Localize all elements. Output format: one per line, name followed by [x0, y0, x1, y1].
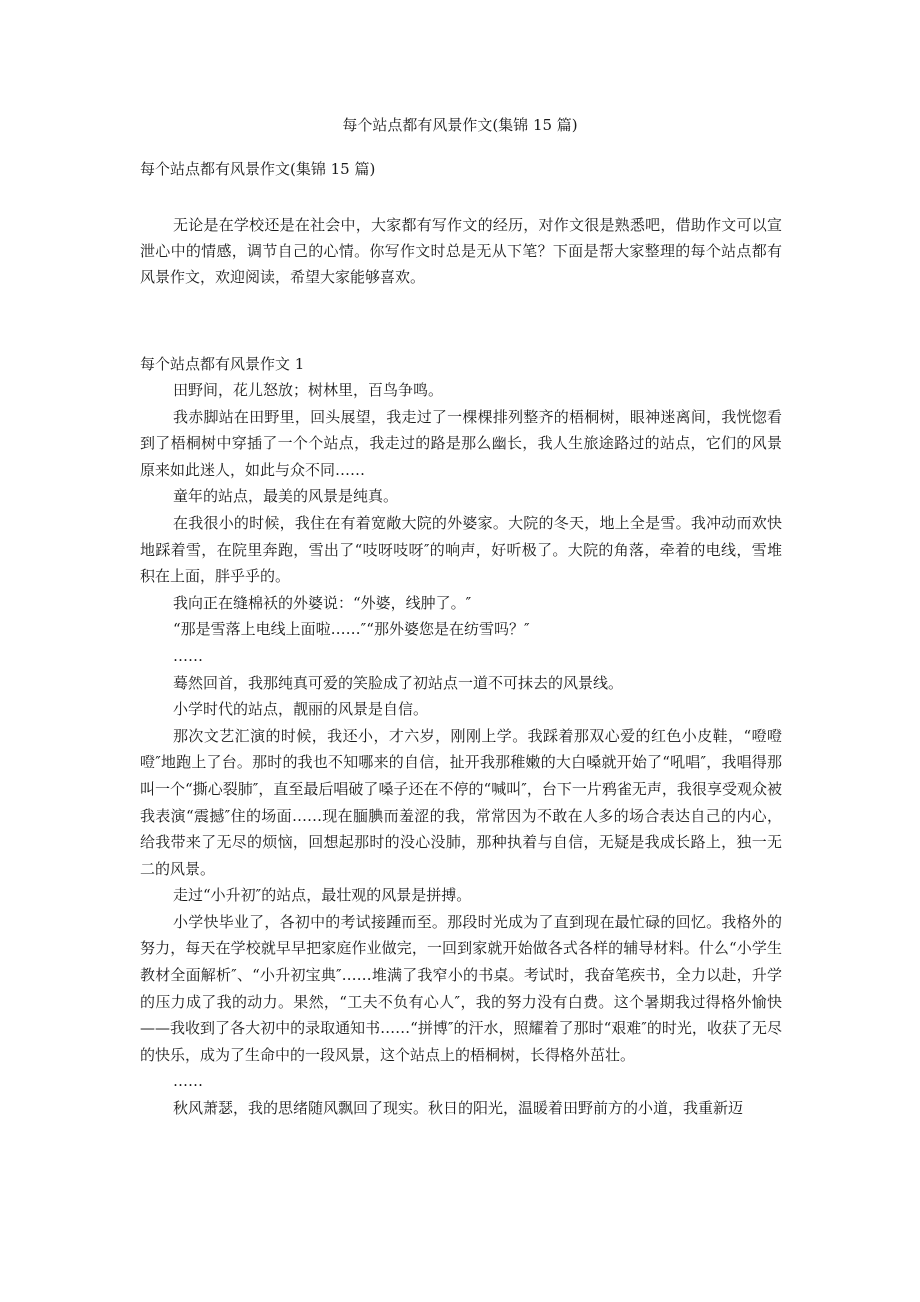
paragraph: 小学时代的站点，靓丽的风景是自信。 [173, 700, 429, 719]
paragraph: 童年的站点，最美的风景是纯真。 [173, 487, 399, 506]
paragraph: 蓦然回首，我那纯真可爱的笑脸成了初站点一道不可抹去的风景线。 [173, 673, 624, 692]
paragraph: 在我很小的时候，我住在有着宽敞大院的外婆家。大院的冬天，地上全是雪。我冲动而欢快地踩着雪，在院里奔跑，雪出了“吱呀吱呀″的响声，好听极了。大院的角落，牵着的电线，雪堆积在上面，胖乎乎的。 [140, 513, 782, 586]
paragraph: 我赤脚站在田野里，回头展望，我走过了一棵棵排列整齐的梧桐树，眼神迷离间，我恍惚看到了梧桐树中穿插了一个个站点，我走过的路是那么幽长，我人生旅途路过的站点，它们的风景原来如此迷人，如此与众不同…… [140, 407, 782, 479]
document-subtitle: 每个站点都有风景作文(集锦 15 篇) [140, 160, 376, 178]
paragraph: 那次文艺汇演的时候，我还小，才六岁，刚刚上学。我踩着那双心爱的红色小皮鞋，“噔噔噔″地跑上了台。那时的我也不知哪来的自信，扯开我那稚嫩的大白嗓就开始了“吼唱″，我唱得那叫一个“撕心裂肺″，直至最后唱破了嗓子还在不停的“喊叫″，台下一片鸦雀无声，我很享受观众被我表演“震撼″住的场面……现在腼腆而羞涩的我，常常因为不敢在人多的场合表达自己的内心，给我带来了无尽的烦恼，回想起那时的没心没肺，那种执着与自信，无疑是我成长路上，独一无二的风景。 [140, 726, 782, 878]
essay-body [140, 351, 782, 1122]
section-title: 每个站点都有风景作文 1 [140, 355, 305, 373]
paragraph: 我向正在缝棉袄的外婆说：“外婆，线肿了。″ [173, 593, 472, 612]
paragraph: 秋风萧瑟，我的思绪随风飘回了现实。秋日的阳光，温暖着田野前方的小道，我重新迈 [173, 1099, 744, 1118]
paragraph: 田野间，花儿怒放；树林里，百鸟争鸣。 [173, 381, 444, 399]
intro-paragraph: 无论是在学校还是在社会中，大家都有写作文的经历，对作文很是熟悉吧，借助作文可以宣泄心中的情感，调节自己的心情。你写作文时总是无从下笔？下面是帮大家整理的每个站点都有风景作文，欢迎阅读，希望大家能够喜欢。 [140, 216, 782, 286]
ellipsis-paragraph: …… [173, 646, 203, 665]
paragraph: 走过“小升初″的站点，最壮观的风景是拼搏。 [173, 886, 472, 905]
paragraph: 小学快毕业了，各初中的考试接踵而至。那段时光成为了直到现在最忙碌的回忆。我格外的努力，每天在学校就早早把家庭作业做完，一回到家就开始做各式各样的辅导材料。什么“小学生教材全面解析″、“小升初宝典″……堆满了我窄小的书桌。考试时，我奋笔疾书，全力以赴，升学的压力成了我的动力。果然，“工夫不负有心人″，我的努力没有白费。这个暑期我过得格外愉快——我收到了各大初中的录取通知书……“拼博″的汗水，照耀着了那时“艰难″的时光，收获了无尽的快乐，成为了生命中的一段风景，这个站点上的梧桐树，长得格外茁壮。 [140, 912, 782, 1064]
paragraph: “那是雪落上电线上面啦……″“那外婆您是在纺雪吗？″ [173, 620, 530, 639]
ellipsis-paragraph: …… [173, 1072, 203, 1091]
document-title: 每个站点都有风景作文(集锦 15 篇) [342, 116, 578, 134]
